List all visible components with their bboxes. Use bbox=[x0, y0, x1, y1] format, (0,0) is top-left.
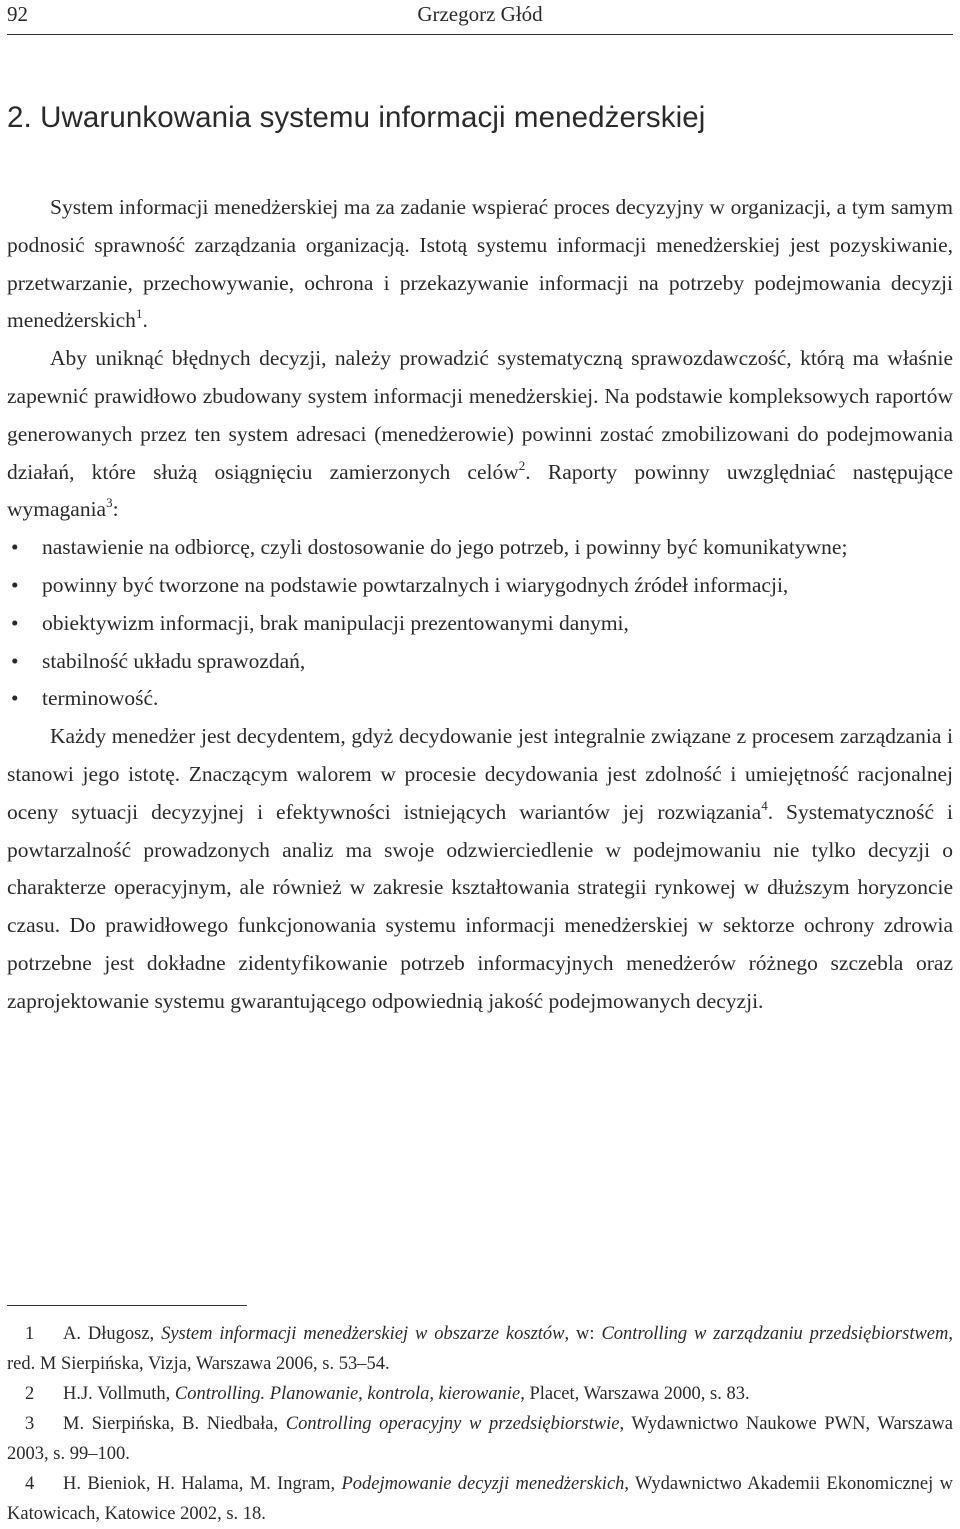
paragraph-1-text: System informacji menedżerskiej ma za zadanie wspierać proces decyzyjny w organizacji, a tym samym podnosić sprawność zarządzania organizacją. Istotą systemu informacji menedżerskiej jest pozyskiwanie, przetwarzanie, przechowywanie, ochrona i przekazywanie informacji na potrzeby podejmowania decyzji menedżerskich bbox=[7, 195, 953, 333]
footnote-1 bbox=[7, 1319, 953, 1379]
footnote-number: 4 bbox=[25, 1474, 35, 1494]
footnote-number: 3 bbox=[25, 1414, 35, 1434]
running-head-author: Grzegorz Głód bbox=[417, 2, 543, 26]
footnote-text: M. Sierpińska, B. Niedbała, bbox=[63, 1414, 286, 1434]
footnote-ref-4[interactable]: 4 bbox=[761, 797, 768, 813]
paragraph-2-end: : bbox=[112, 497, 119, 522]
footnote-4 bbox=[7, 1469, 953, 1529]
footnote-text: A. Długosz, bbox=[63, 1324, 162, 1344]
bullet-icon: • bbox=[11, 535, 19, 560]
footnote-3 bbox=[7, 1409, 953, 1469]
header-rule bbox=[7, 34, 953, 35]
footnote-number: 1 bbox=[25, 1324, 35, 1344]
footnote-title: Controlling operacyjny w przedsiębiorstwie bbox=[285, 1414, 620, 1434]
footnote-2 bbox=[7, 1379, 953, 1409]
list-item bbox=[7, 680, 953, 718]
requirements-list bbox=[7, 529, 953, 718]
list-item bbox=[7, 643, 953, 681]
list-item bbox=[7, 605, 953, 643]
footnote-text: H.J. Vollmuth, bbox=[63, 1384, 175, 1404]
footnote-text: , w: bbox=[564, 1324, 602, 1344]
running-header bbox=[0, 0, 960, 30]
footnote-ref-2[interactable]: 2 bbox=[518, 457, 526, 473]
footnote-title: Controlling. Planowanie, kontrola, kierowanie bbox=[174, 1384, 521, 1404]
footnote-text: H. Bieniok, H. Halama, M. Ingram, bbox=[63, 1474, 342, 1494]
list-item bbox=[7, 567, 953, 605]
bullet-icon: • bbox=[11, 610, 19, 635]
footnotes bbox=[7, 1319, 953, 1529]
body-text bbox=[7, 189, 953, 1021]
bullet-icon: • bbox=[11, 572, 19, 597]
footnote-title: Controlling w zarządzaniu przedsiębiorstwem bbox=[601, 1324, 949, 1344]
footnote-text: , red. M Sierpińska, Vizja, Warszawa 2006, s. 53–54. bbox=[7, 1324, 953, 1374]
footnote-number: 2 bbox=[25, 1384, 35, 1404]
list-item-text: stabilność układu sprawozdań, bbox=[42, 648, 306, 673]
list-item bbox=[7, 529, 953, 567]
page-number: 92 bbox=[7, 2, 28, 26]
paragraph-2-text-b: . Raporty powinny uwzględniać następujące wymagania bbox=[7, 459, 953, 522]
list-item-text: terminowość. bbox=[42, 686, 159, 711]
footnote-rule bbox=[7, 1305, 247, 1306]
paragraph-3-text-a: Każdy menedżer jest decydentem, gdyż decydowanie jest integralnie związane z procesem zarządzania i stanowi jego istotę. Znaczącym walorem w procesie decydowania jest zdolność i umiejętność racjonalnej oceny sytuacji decyzyjnej i efektywności istniejących wariantów jej rozwiązania bbox=[7, 724, 953, 824]
footnote-title: Podejmowanie decyzji menedżerskich bbox=[341, 1474, 625, 1494]
section-title: 2. Uwarunkowania systemu informacji menedżerskiej bbox=[7, 101, 706, 134]
paragraph-3 bbox=[7, 718, 953, 1020]
footnote-text: , Wydawnictwo Naukowe PWN, Warszawa 2003, s. 99–100. bbox=[7, 1414, 954, 1464]
footnote-ref-3[interactable]: 3 bbox=[106, 495, 113, 511]
footnote-ref-1[interactable]: 1 bbox=[135, 306, 143, 322]
footnote-text: , Wydawnictwo Akademii Ekonomicznej w Katowicach, Katowice 2002, s. 18. bbox=[7, 1474, 953, 1524]
paragraph-2 bbox=[7, 340, 953, 529]
list-item-text: nastawienie na odbiorcę, czyli dostosowanie do jego potrzeb, i powinny być komunikatywne; bbox=[42, 535, 848, 560]
bullet-icon: • bbox=[11, 648, 19, 673]
footnote-title: System informacji menedżerskiej w obszarze kosztów bbox=[161, 1324, 565, 1344]
paragraph-3-text-b: . Systematyczność i powtarzalność prowadzonych analiz ma swoje odzwierciedlenie w podejmowaniu nie tylko decyzji o charakterze operacyjnym, ale również w zakresie kształtowania strategii rynkowej w dłuższym horyzoncie czasu. Do prawidłowego funkcjonowania systemu informacji menedżerskiej w sektorze ochrony zdrowia potrzebne jest dokładne zidentyfikowanie potrzeb informacyjnych menedżerów różnego szczebla oraz zaprojektowanie systemu gwarantującego odpowiednią jakość podejmowanych decyzji. bbox=[7, 799, 953, 1013]
paragraph-1 bbox=[7, 189, 953, 340]
paragraph-2-text-a: Aby uniknąć błędnych decyzji, należy prowadzić systematyczną sprawozdawczość, którą ma właśnie zapewnić prawidłowo zbudowany system informacji menedżerskiej. Na podstawie kompleksowych raportów generowanych przez ten system adresaci (menedżerowie) powinni zostać zmobilizowani do podejmowania działań, które służą osiągnięciu zamierzonych celów bbox=[7, 346, 953, 484]
list-item-text: obiektywizm informacji, brak manipulacji prezentowanymi danymi, bbox=[42, 610, 629, 635]
paragraph-1-end: . bbox=[142, 308, 148, 333]
footnote-text: , Placet, Warszawa 2000, s. 83. bbox=[520, 1384, 750, 1404]
bullet-icon: • bbox=[11, 686, 19, 711]
list-item-text: powinny być tworzone na podstawie powtarzalnych i wiarygodnych źródeł informacji, bbox=[42, 572, 789, 597]
